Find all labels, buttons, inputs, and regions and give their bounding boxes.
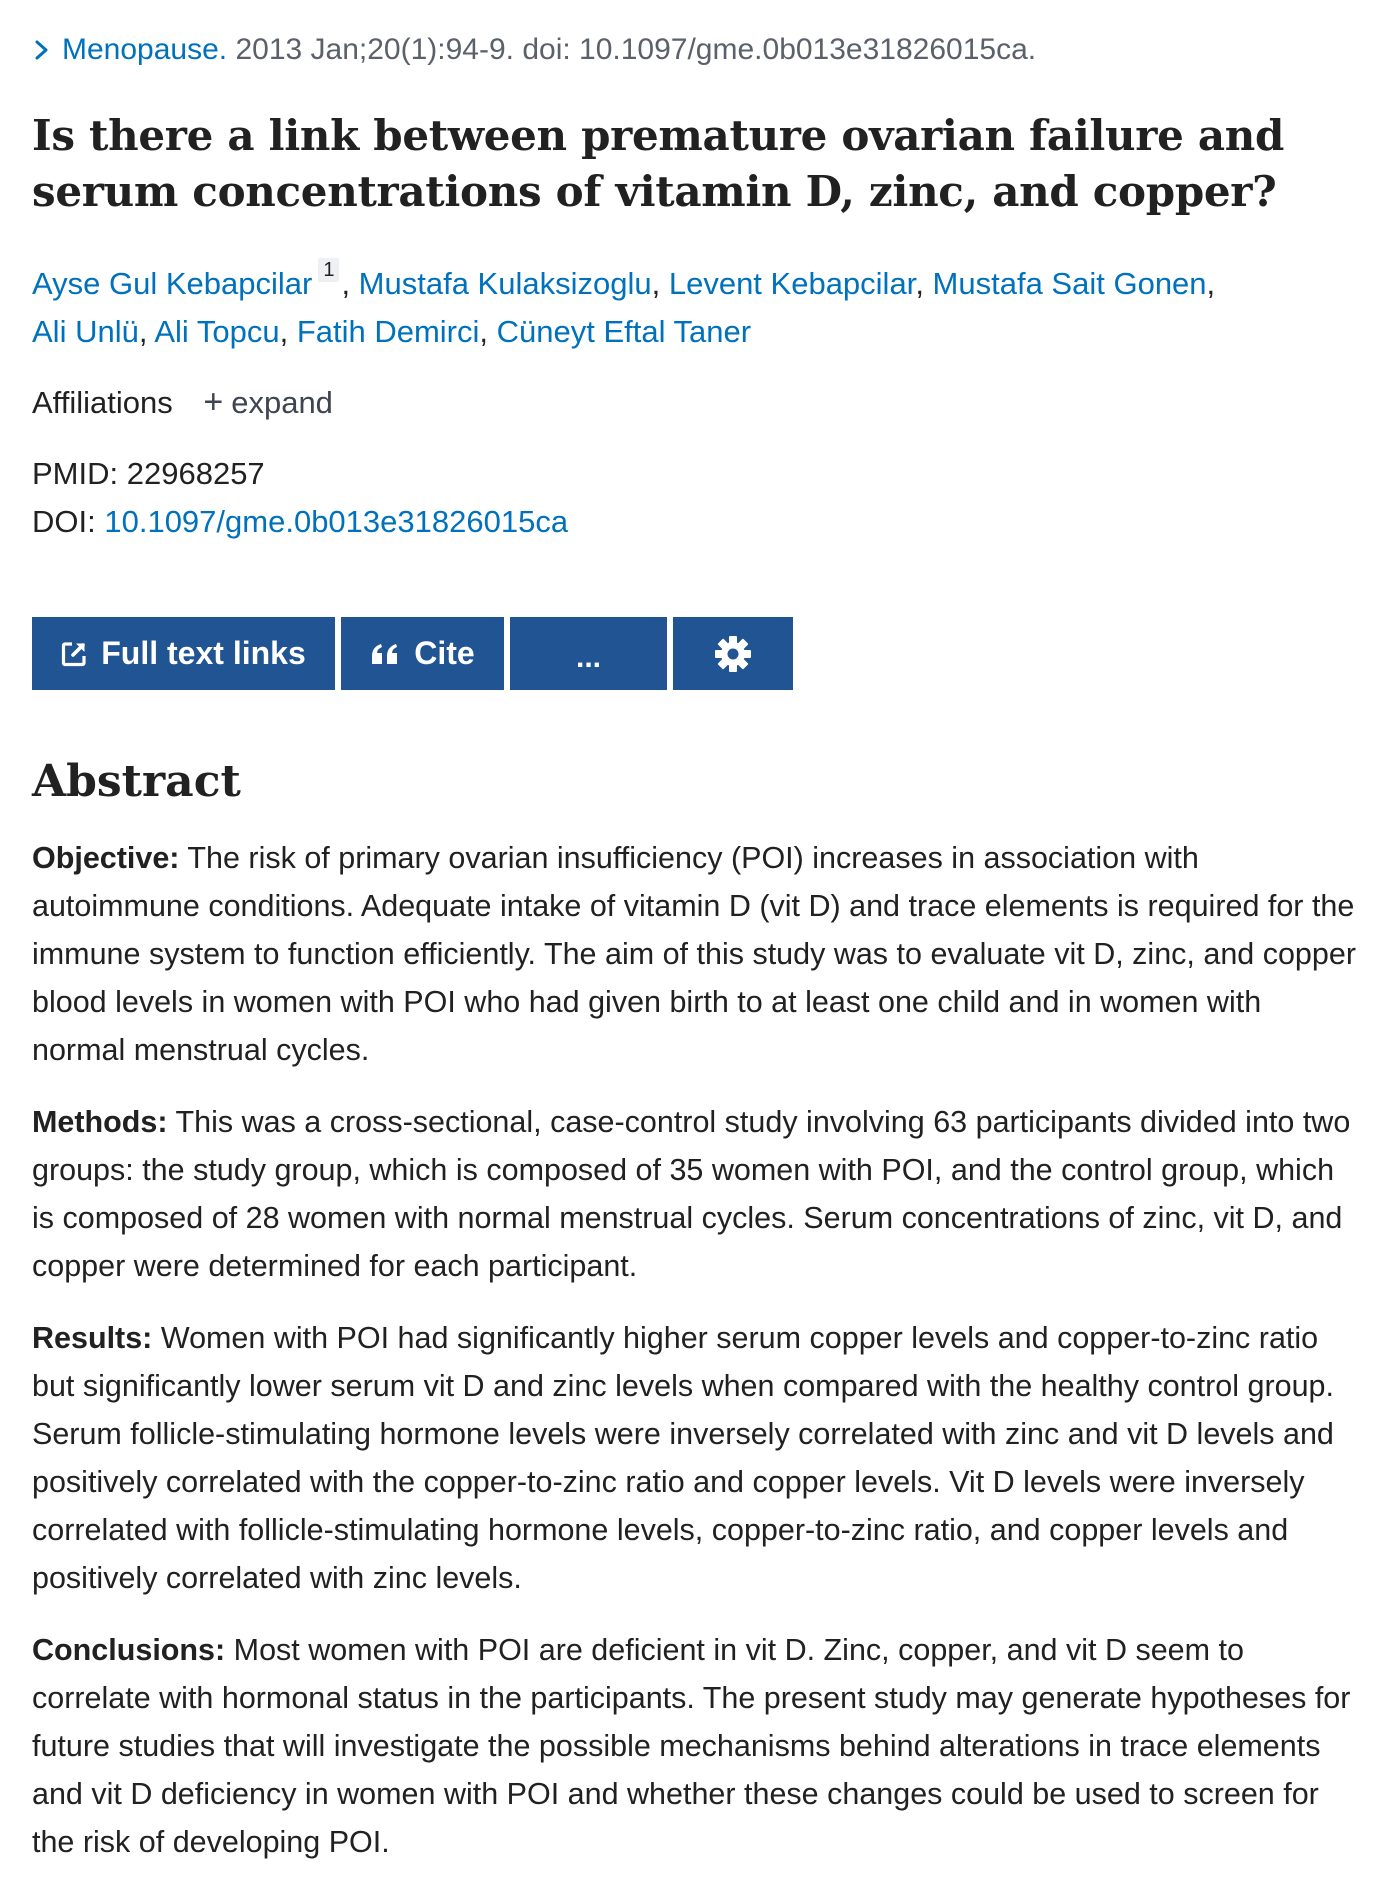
article-actions	[32, 617, 793, 690]
abstract-heading: Abstract	[32, 756, 241, 807]
section-text: Women with POI had significantly higher serum copper levels and copper-to-zinc ratio but significantly lower serum vit D and zinc levels when compared with the healthy control group. Serum follicle-stimulating hormone levels were inversely correlated with zinc and vit D levels and positively correlated with the copper-to-zinc ratio and copper levels. Vit D levels were inversely correlated with follicle-stimulating hormone levels, copper-to-zinc ratio, and copper levels and positively correlated with zinc levels.	[32, 1321, 1334, 1595]
article-identifiers	[32, 450, 568, 546]
authors-list: Ayse Gul Kebapcilar 1 , Mustafa Kulaksizoglu, Levent Kebapcilar, Mustafa Sait Gonen, Ali Unlü, Ali Topcu, Fatih Demirci, Cüneyt Eftal Taner	[32, 259, 1216, 349]
quote-icon	[370, 642, 400, 666]
section-text: Most women with POI are deficient in vit D. Zinc, copper, and vit D seem to correlate with hormonal status in the participants. The present study may generate hypotheses for future studies that will investigate the possible mechanisms behind alterations in trace elements and vit D deficiency in women with POI and whether these changes could be used to screen for the risk of developing POI.	[32, 1633, 1351, 1859]
author-link[interactable]: Mustafa Sait Gonen	[932, 266, 1207, 301]
doi-row	[32, 498, 568, 546]
plus-icon: +	[203, 383, 224, 421]
abstract-objective	[32, 834, 1362, 1074]
abstract-conclusions	[32, 1626, 1362, 1866]
section-label: Results:	[32, 1321, 153, 1355]
journal-citation	[32, 30, 1036, 70]
section-text: This was a cross-sectional, case-control study involving 63 participants divided into two groups: the study group, which is composed of 35 women with POI, and the control group, which is composed of 28 women with normal menstrual cycles. Serum concentrations of zinc, vit D, and copper were determined for each participant.	[32, 1105, 1351, 1283]
affiliations-row	[32, 380, 333, 425]
author-link[interactable]: Ali Unlü	[32, 314, 139, 349]
section-label: Objective:	[32, 841, 180, 875]
author-link[interactable]: Cüneyt Eftal Taner	[496, 314, 752, 349]
author-link[interactable]: Fatih Demirci	[296, 314, 480, 349]
pmid-label: PMID:	[32, 456, 119, 491]
affiliations-label: Affiliations	[32, 385, 173, 420]
settings-button[interactable]	[673, 617, 793, 690]
author-link[interactable]: Ali Topcu	[154, 314, 280, 349]
full-text-links-button[interactable]	[32, 617, 335, 690]
full-text-links-label: Full text links	[101, 635, 306, 671]
author-link[interactable]: Mustafa Kulaksizoglu	[358, 266, 652, 301]
chevron-right-icon[interactable]	[32, 30, 52, 70]
more-actions-button[interactable]	[510, 617, 667, 690]
doi-link[interactable]: 10.1097/gme.0b013e31826015ca	[104, 504, 569, 539]
affiliation-number[interactable]: 1	[318, 258, 339, 282]
section-label: Methods:	[32, 1105, 168, 1139]
section-text: The risk of primary ovarian insufficiency (POI) increases in association with autoimmune conditions. Adequate intake of vitamin D (vit D) and trace elements is required for the immune system to function efficiently. The aim of this study was to evaluate vit D, zinc, and copper blood levels in women with POI who had given birth to at least one child and in women with normal menstrual cycles.	[32, 841, 1356, 1067]
external-link-icon	[61, 641, 87, 667]
abstract-results	[32, 1314, 1362, 1602]
abstract-methods	[32, 1098, 1362, 1290]
journal-link[interactable]: Menopause.	[62, 33, 228, 66]
more-actions-label: ...	[575, 640, 601, 674]
cite-label: Cite	[414, 635, 475, 671]
expand-label: expand	[231, 385, 333, 420]
article-title: Is there a link between premature ovarian failure and serum concentrations of vitamin D, zinc, and copper?	[32, 111, 1285, 216]
citation-details: 2013 Jan;20(1):94-9. doi: 10.1097/gme.0b013e31826015ca.	[235, 33, 1037, 66]
gear-icon	[713, 634, 753, 674]
doi-label: DOI:	[32, 504, 96, 539]
author-link[interactable]: Ayse Gul Kebapcilar	[32, 266, 313, 301]
pmid-value: 22968257	[126, 456, 265, 491]
cite-button[interactable]	[341, 617, 504, 690]
author-link[interactable]: Levent Kebapcilar	[668, 266, 916, 301]
affiliations-expand-toggle[interactable]	[203, 385, 333, 420]
pmid-row	[32, 450, 568, 498]
section-label: Conclusions:	[32, 1633, 226, 1667]
